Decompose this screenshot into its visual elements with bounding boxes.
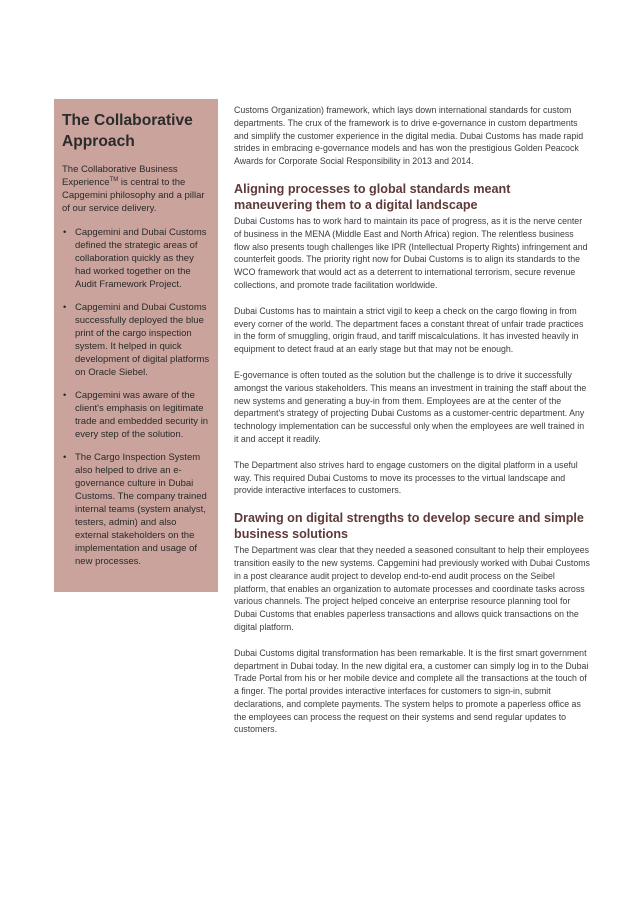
bullet-icon: • bbox=[63, 452, 67, 463]
sidebar-title-line2: Approach bbox=[62, 133, 135, 150]
sidebar-intro-text-rest: is central to the Capgemini philosophy and a pillar of our service delivery. bbox=[62, 177, 205, 214]
sidebar-intro-text: The Collaborative Business Experience bbox=[62, 164, 178, 188]
body-paragraph: E-governance is often touted as the solution but the challenge is to drive it successfully amongst the various stakeholders. This means an investment in training the staff about the new systems and generating a buy-in from them. Employees are at the center of the department's strategy of projecting Dubai Customs as a customer-centric department. Any technology implementation can be successful only when the employees are well trained in it and accept it readily. bbox=[234, 369, 587, 444]
list-item bbox=[62, 389, 212, 441]
trademark-mark: TM bbox=[109, 176, 119, 183]
sidebar-title bbox=[62, 110, 212, 152]
section-digital-strengths bbox=[234, 510, 590, 736]
main-content bbox=[234, 104, 590, 749]
section-heading: Drawing on digital strengths to develop secure and simple business solutions bbox=[234, 511, 584, 542]
body-paragraph: Dubai Customs has to work hard to maintain its pace of progress, as it is the nerve center of business in the MENA (Middle East and North Africa) region. The relentless business flow also presents tough challenges like IPR (Intellectual Property Rights) infringement and counterfeit goods. The priority right now for Dubai Customs is to align its standards to the WCO framework that would act as a deterrent to international terrorism, secure revenue collections, and promote trade facilitation worldwide. bbox=[234, 215, 588, 290]
body-paragraph: Dubai Customs digital transformation has been remarkable. It is the first smart government department in Dubai today. In the new digital era, a customer can simply log in to the Dubai Trade Portal from his or her mobile device and complete all the transactions at the touch of a finger. The portal provides interactive interfaces for customers to sign-in, submit declarations, and complete payments. The system helps to promote a paperless office as the employees can process the request on their systems and send regular updates to customers. bbox=[234, 647, 589, 735]
list-item-text: Capgemini was aware of the client's emphasis on legitimate trade and embedded security in every step of the solution. bbox=[75, 390, 209, 440]
bullet-icon: • bbox=[63, 227, 67, 238]
list-item bbox=[62, 451, 212, 568]
body-paragraph: The Department was clear that they needed a seasoned consultant to help their employees transition easily to the new systems. Capgemini had previously worked with Dubai Customs in a post clearance audit project to develop end-to-end audit process on the Seibel platform, that enables an organization to automate processes and coordinate tasks across various channels. The project helped conceive an enterprise resource planning tool for Dubai Customs that enables paperless transactions and allows quick transactions on the digital platform. bbox=[234, 545, 590, 632]
sidebar-title-line1: The Collaborative bbox=[62, 112, 193, 129]
body-paragraph: The Department also strives hard to engage customers on the digital platform in a useful way. This required Dubai Customs to move its processes to the virtual landscape and provide interactive interfaces to customers. bbox=[234, 459, 578, 496]
body-paragraph: Dubai Customs has to maintain a strict vigil to keep a check on the cargo flowing in from every corner of the world. The department faces a constant threat of unfair trade practices in the form of smuggling, origin fraud, and tariff miscalculations. It has invested heavily in equipment to detect fraud at an early stage but that may not be enough. bbox=[234, 305, 584, 355]
list-item bbox=[62, 226, 212, 291]
intro-paragraph: Customs Organization) framework, which lays down international standards for custom departments. The crux of the framework is to drive e-governance in custom departments and simplify the customer experience in the digital media. Dubai Customs has made rapid strides in embracing e-governance models and has won the prestigious Golden Peacock Awards for Corporate Social Responsibility in 2013 and 2014. bbox=[234, 105, 584, 167]
bullet-icon: • bbox=[63, 390, 67, 401]
sidebar-callout bbox=[54, 99, 218, 592]
section-aligning-processes bbox=[234, 181, 590, 497]
section-heading: Aligning processes to global standards meant maneuvering them to a digital landscape bbox=[234, 181, 511, 212]
list-item-text: The Cargo Inspection System also helped to drive an e-governance culture in Dubai Customs. The company trained internal teams (system analyst, testers, admin) and also external stakeholders on the implementation and usage of new processes. bbox=[75, 452, 207, 567]
sidebar-bullet-list bbox=[62, 226, 212, 568]
list-item-text: Capgemini and Dubai Customs successfully deployed the blue print of the cargo inspection system. It helped in quick development of digital platforms on Oracle Siebel. bbox=[75, 302, 210, 378]
list-item bbox=[62, 301, 212, 379]
list-item-text: Capgemini and Dubai Customs defined the strategic areas of collaboration quickly as they had worked together on the Audit Framework Project. bbox=[75, 227, 207, 290]
bullet-icon: • bbox=[63, 302, 67, 313]
sidebar-intro bbox=[62, 163, 212, 215]
